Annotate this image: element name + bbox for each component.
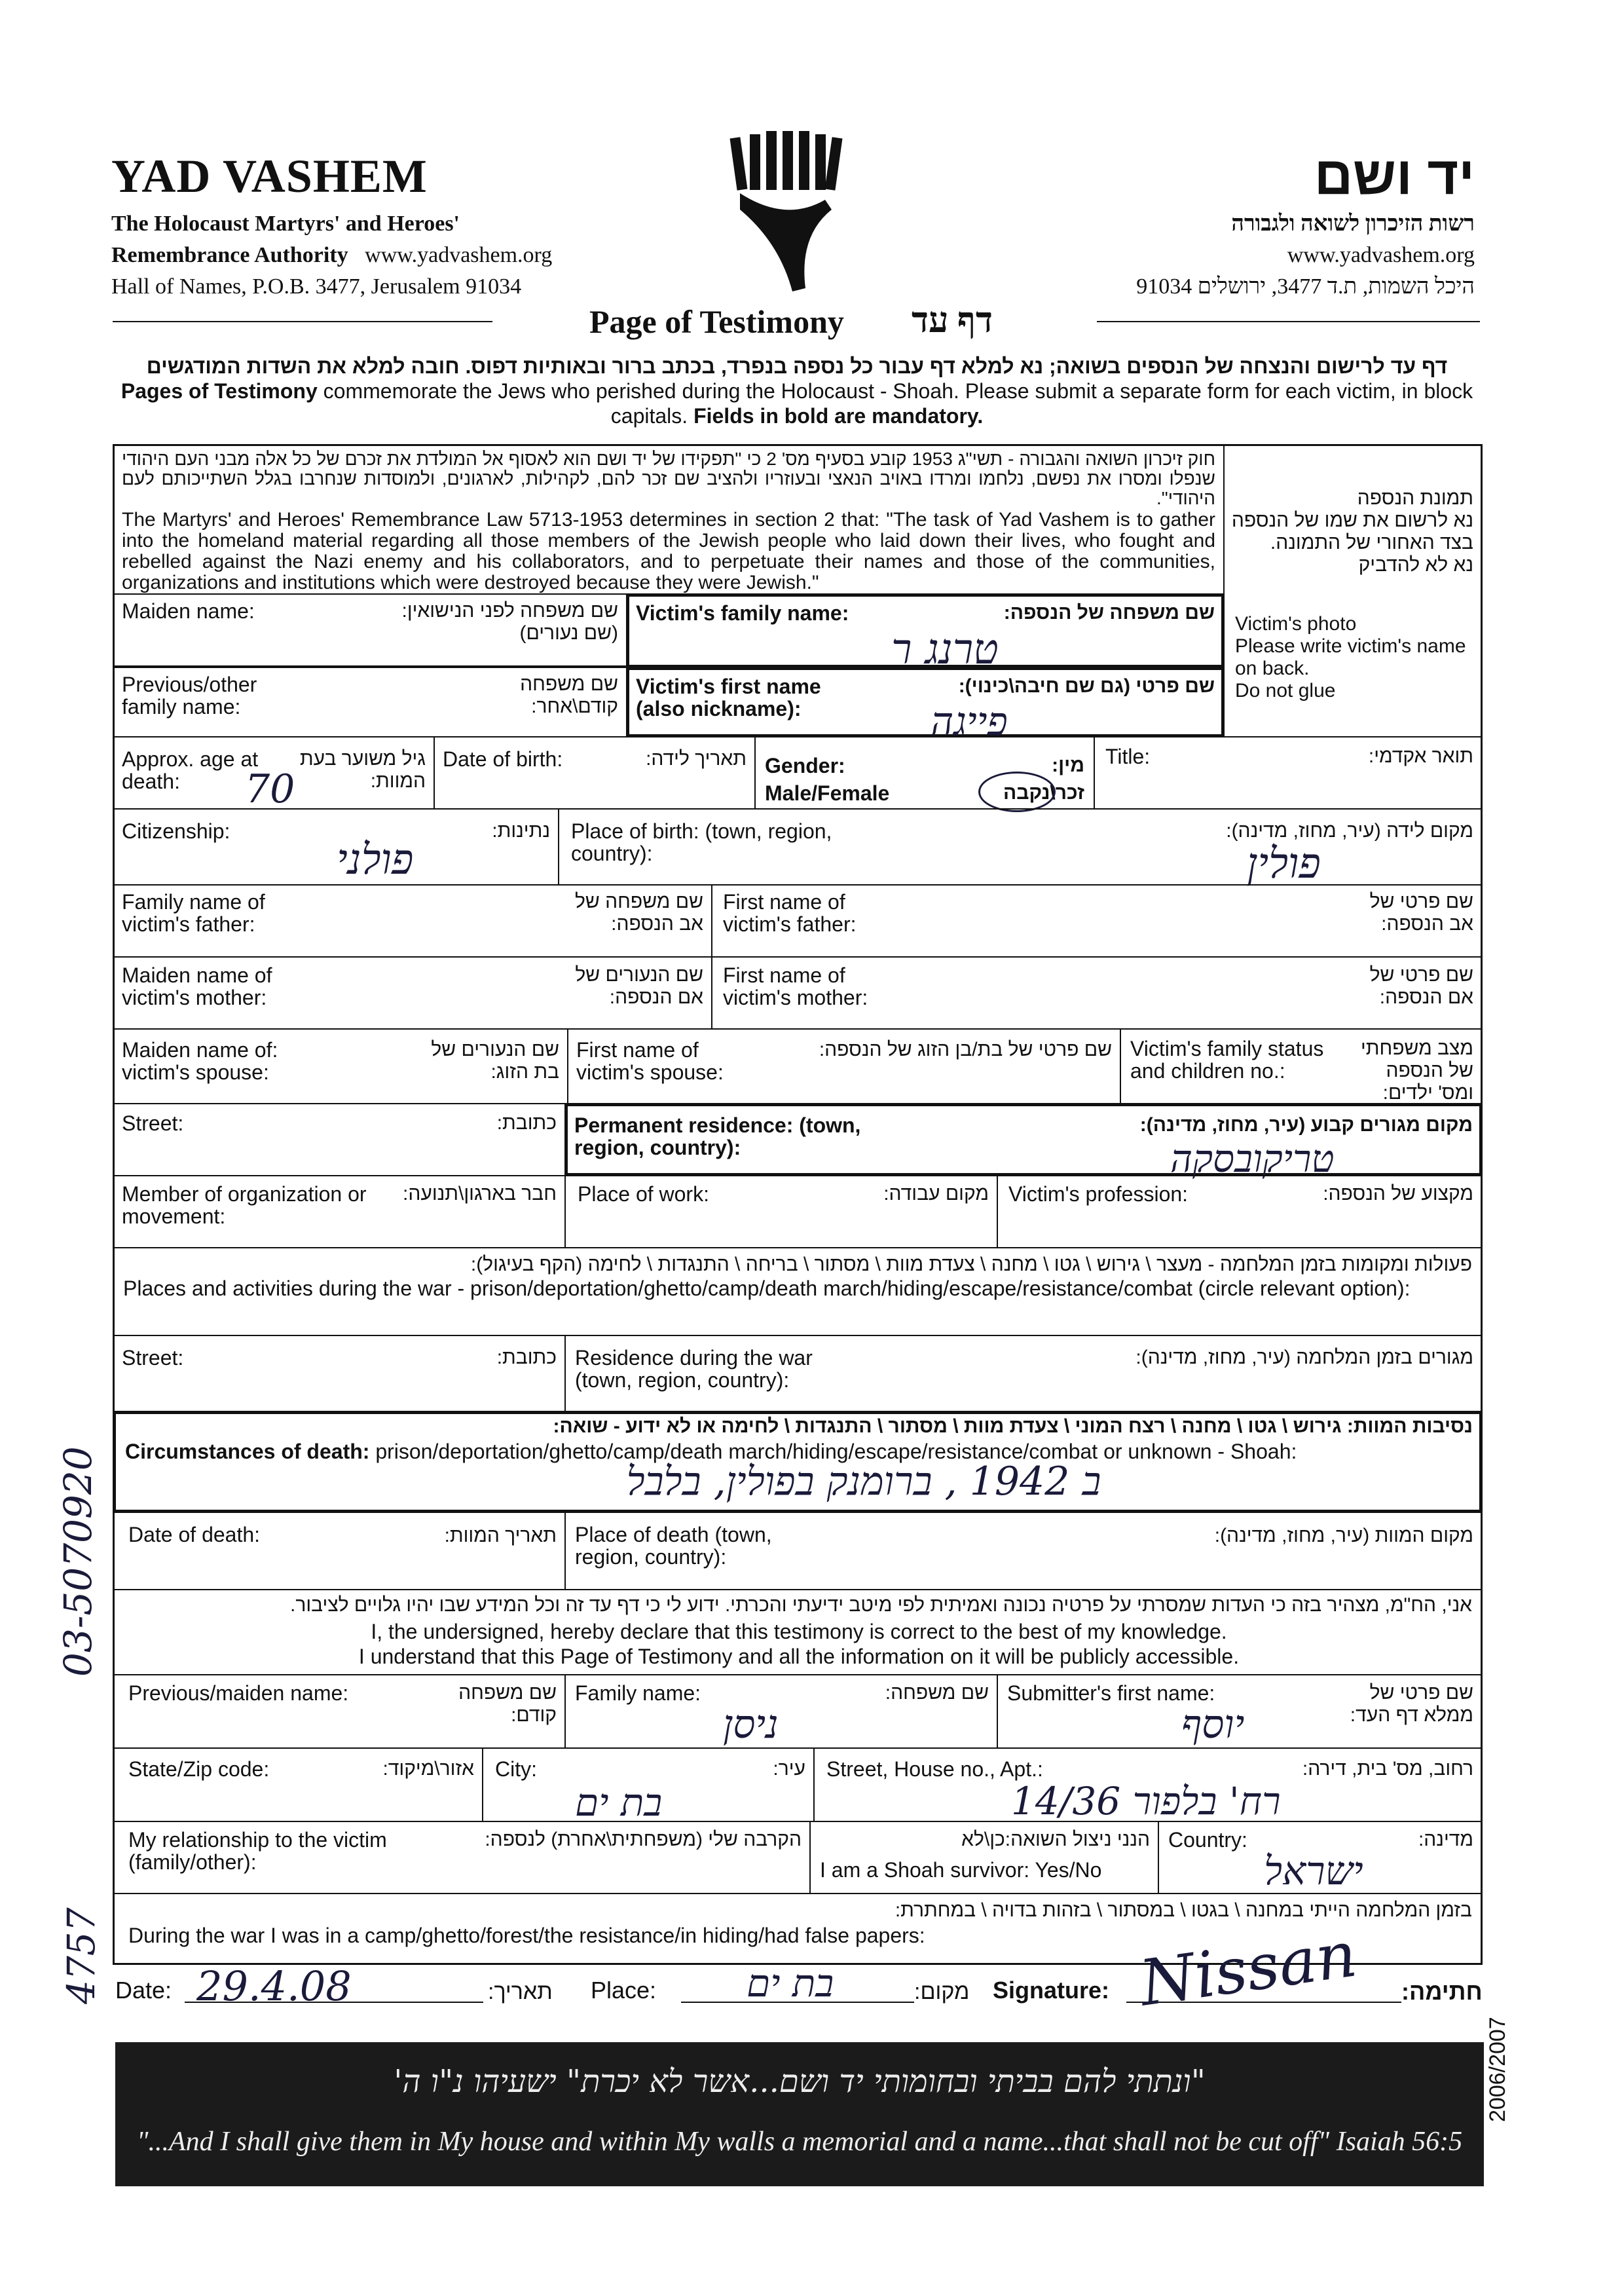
mother-maiden-name-field[interactable]: Maiden name of victim's mother: שם הנעורים של אם הנספה: xyxy=(113,956,712,1030)
citizenship-field[interactable]: Citizenship: נתינות: פולני xyxy=(113,808,559,886)
place-label: Place: xyxy=(591,1977,657,2004)
date-of-birth-field[interactable]: Date of birth: תאריך לידה: xyxy=(434,736,756,810)
zip-code-field[interactable]: State/Zip code: אזור\מיקוד: xyxy=(113,1747,483,1822)
organization-field[interactable]: Member of organization or movement: חבר בארגון\תנועה: xyxy=(113,1175,566,1248)
photo-box: תמונת הנספה נא לרשום את שמו של הנספה בצד האחורי של התמונה. נא לא להדביק Victim's photo Please write victim's name on back. Do not glue xyxy=(1223,444,1483,736)
submitter-first-name-field[interactable]: Submitter's first name: שם פרטי של ממלא דף העד: יוסף xyxy=(997,1674,1483,1749)
place-value: בת ים xyxy=(747,1961,834,2006)
war-street-field[interactable]: Street: כתובת: xyxy=(113,1335,566,1412)
date-label: Date: xyxy=(115,1977,172,2004)
menorah-yud-logo xyxy=(727,131,845,295)
title-field[interactable]: Title: תואר אקדמי: xyxy=(1094,736,1483,810)
place-of-birth-value: פולין xyxy=(1247,840,1321,888)
banner-quote-en: "...And I shall give them in My house and within My walls a memorial and a name...that shall not be cut off" Isaiah 56:5 xyxy=(136,2127,1463,2157)
victim-family-name-field[interactable]: Victim's family name: שם משפחה של הנספה: טרנג ר xyxy=(626,593,1225,668)
gender-field[interactable]: Gender: Male/Female מין: זכר\נקבה xyxy=(754,736,1095,810)
age-value: 70 xyxy=(245,766,295,812)
header-divider-left xyxy=(113,321,492,322)
father-first-name-field[interactable]: First name of victim's father: שם פרטי של אב הנספה: xyxy=(711,884,1483,958)
law-box xyxy=(113,444,1226,595)
signature-value: Nissan xyxy=(1135,1917,1361,2021)
page-title: Page of Testimony xyxy=(589,303,844,340)
signature-label: Signature: xyxy=(993,1977,1110,2004)
war-residence-field[interactable]: Residence during the war (town, region, country): מגורים בזמן המלחמה (עיר, מחוז, מדינה): xyxy=(564,1335,1483,1412)
survivor-field[interactable]: הנני ניצול השואה:כן\לא I am a Shoah survivor: Yes/No xyxy=(809,1821,1159,1894)
street-address-field[interactable]: Street, House no., Apt.: רחוב, מס' בית, דירה: רח' בלפור 14/36 xyxy=(813,1747,1483,1822)
place-of-work-field[interactable]: Place of work: מקום עבודה: xyxy=(564,1175,998,1248)
circumstances-of-death-field[interactable]: נסיבות המוות: גירוש \ גטו \ מחנה \ רצח המוני \ צעדת מוות \ מסתור \ התנגדות \ לחימה או לא ידוע - שואה: Circumstances of death: prison/deportation/ghetto/camp/death march/hiding/escape/resistance/combat or unknown - Shoah: ב 1942 , ברומנק בפולין, בלבל xyxy=(113,1411,1483,1513)
page-title-he: דף עד xyxy=(912,301,993,340)
brand-subtitle-en: The Holocaust Martyrs' and Heroes' Remembrance Authority www.yadvashem.org Hall of Names, P.O.B. 3477, Jerusalem 91034 xyxy=(111,212,553,299)
first-name-value: פייגה xyxy=(931,699,1008,745)
country-value: ישראל xyxy=(1264,1848,1363,1894)
law-text-en: The Martyrs' and Heroes' Remembrance Law 5713-1953 determines in section 2 that: "The task of Yad Vashem is to gather into the homeland material regarding all those members of the Jewish people who laid down their lives, who fought and rebelled against the Nazi enemy and his collaborators, and to perpetuate their names and those of the communities, organizations and institutions which were destroyed because they were Jewish." xyxy=(122,509,1215,593)
submitter-first-value: יוסף xyxy=(1181,1702,1245,1747)
previous-family-name-field[interactable]: Previous/other family name: שם משפחה קודם\אחר: xyxy=(113,667,627,737)
margin-code: 4757 xyxy=(59,1907,103,2004)
during-war-field[interactable]: בזמן המלחמה הייתי במחנה \ בגטו \ במסתור \ בזהות בדויה \ במחתרת: During the war I was in a camp/ghetto/forest/the resistance/in hiding/had false papers: xyxy=(113,1893,1483,1965)
submitter-family-value: ניסן xyxy=(723,1702,779,1747)
brand-subtitle-he: רשות הזיכרון לשואה ולגבורה www.yadvashem.org היכל השמות, ת.ד 3477, ירושלים 91034 xyxy=(1136,212,1475,299)
brand-name-he: יד ושם xyxy=(1314,146,1475,206)
place-label-he: מקום: xyxy=(914,1979,970,2004)
header-divider-right xyxy=(1097,321,1480,322)
age-at-death-field[interactable]: Approx. age at death: גיל משוער בעת המוות: 70 xyxy=(113,736,435,810)
spouse-first-name-field[interactable]: First name of victim's spouse: שם פרטי של בת/בן הזוג של הנספה: xyxy=(567,1028,1121,1104)
banner-quote-he: "ונתתי להם בביתי ובחומותי יד ושם...אשר לא יכרת" ישעיהו נ"ו ה' xyxy=(394,2063,1206,2100)
place-of-birth-field[interactable]: Place of birth: (town, region, country): מקום לידה (עיר, מחוז, מדינה): פולין xyxy=(558,808,1483,886)
war-activities-field[interactable]: פעולות ומקומות בזמן המלחמה - מעצר \ גירוש \ גטו \ מחנה \ צעדת מוות \ מסתור \ בריחה \ התנגדות \ לחימה (הקף בעיגול): Places and activities during the war - prison/deportation/ghetto/camp/death march/hiding/escape/resistance/combat (circle relevant option): xyxy=(113,1247,1483,1336)
father-family-name-field[interactable]: Family name of victim's father: שם משפחה של אב הנספה: xyxy=(113,884,712,958)
family-status-field[interactable]: Victim's family status and children no.: מצב משפחתי של הנספה ומס' ילדים: xyxy=(1120,1028,1483,1104)
brand-name-en: YAD VASHEM xyxy=(111,150,428,202)
city-value: בת ים xyxy=(575,1780,663,1825)
spouse-maiden-name-field[interactable]: Maiden name of: victim's spouse: שם הנעורים של בת הזוג: xyxy=(113,1028,568,1104)
gender-circle-mark xyxy=(978,772,1056,812)
form-year: 2006/2007 xyxy=(1485,2017,1510,2122)
date-label-he: תאריך: xyxy=(488,1979,553,2004)
submitter-previous-name-field[interactable]: Previous/maiden name: שם משפחה קודם: xyxy=(113,1674,566,1749)
margin-phone-number: 03-5070920 xyxy=(56,1446,100,1677)
citizenship-value: פולני xyxy=(337,836,414,884)
victim-first-name-field[interactable]: Victim's first name (also nickname): שם פרטי (גם שם חיבה\כינוי): פייגה xyxy=(626,667,1225,737)
relationship-field[interactable]: My relationship to the victim (family/other): הקרבה שלי (משפחתית\אחרת) לנספה: xyxy=(113,1821,811,1894)
date-of-death-field[interactable]: Date of death: תאריך המוות: xyxy=(113,1512,566,1590)
mother-first-name-field[interactable]: First name of victim's mother: שם פרטי של אם הנספה: xyxy=(711,956,1483,1030)
quote-banner xyxy=(115,2042,1484,2186)
intro-text: דף עד לרישום והנצחה של הנספים בשואה; נא למלא דף עבור כל נספה בנפרד, בכתב ברור ובאותיות דפוס. חובה למלא את השדות המודגשים Pages of Testimony commemorate the Jews who perished during the Holocaust - Shoah. Please submit a separate form for each victim, in block capitals. Fields in bold are mandatory. xyxy=(120,354,1473,428)
street-field[interactable]: Street: כתובת: xyxy=(113,1103,566,1176)
maiden-name-field[interactable]: Maiden name: שם משפחה לפני הנישואין: (שם נעורים) xyxy=(113,593,627,667)
signature-label-he: חתימה: xyxy=(1401,1978,1483,2005)
city-field[interactable]: City: עיר: בת ים xyxy=(482,1747,815,1822)
law-text-he: חוק זיכרון השואה והגבורה - תשי"ג 1953 קובע בסעיף מס' 2 כי "תפקידו של יד ושם הוא לאסוף אל המולדת את זכרם של כל אלה מבני העם היהודי שנפלו ומסרו את נפשם, נלחמו ומרדו באויב הנאצי ובעוזריו ולהציב שם זכר להם, לקהילות, לארגונים, ולמוסדות שנחרבו בגלל השתייכותם לעם היהודי". xyxy=(122,449,1216,508)
profession-field[interactable]: Victim's profession: מקצוע של הנספה: xyxy=(997,1175,1483,1248)
place-of-death-field[interactable]: Place of death (town, region, country): מקום המוות (עיר, מחוז, מדינה): xyxy=(564,1512,1483,1590)
declaration-box: אני, הח"מ, מצהיר בזה כי העדות שמסרתי על פרטיה נכונה ואמיתית לפי מיטב ידיעתי והכרתי. ידוע לי כי דף עד זה וכל המידע שבו יהיו גלויים לציבור. I, the undersigned, hereby declare that this testimony is correct to the best of my knowledge. I understand that this Page of Testimony and all the information on it will be publicly accessible. xyxy=(113,1589,1483,1675)
death-circumstances-value: ב 1942 , ברומנק בפולין, בלבל xyxy=(626,1459,1101,1504)
street-address-value: רח' בלפור 14/36 xyxy=(1011,1779,1281,1823)
date-value: 29.4.08 xyxy=(196,1962,352,2010)
family-name-value: טרנג ר xyxy=(891,625,999,674)
permanent-residence-field[interactable]: Permanent residence: (town, region, country): מקום מגורים קבוע (עיר, מחוז, מדינה): טריקובסקה xyxy=(564,1103,1483,1176)
residence-value: טריקובסקה xyxy=(1170,1136,1335,1181)
country-field[interactable]: Country: מדינה: ישראל xyxy=(1158,1821,1483,1894)
submitter-family-name-field[interactable]: Family name: שם משפחה: ניסן xyxy=(564,1674,998,1749)
